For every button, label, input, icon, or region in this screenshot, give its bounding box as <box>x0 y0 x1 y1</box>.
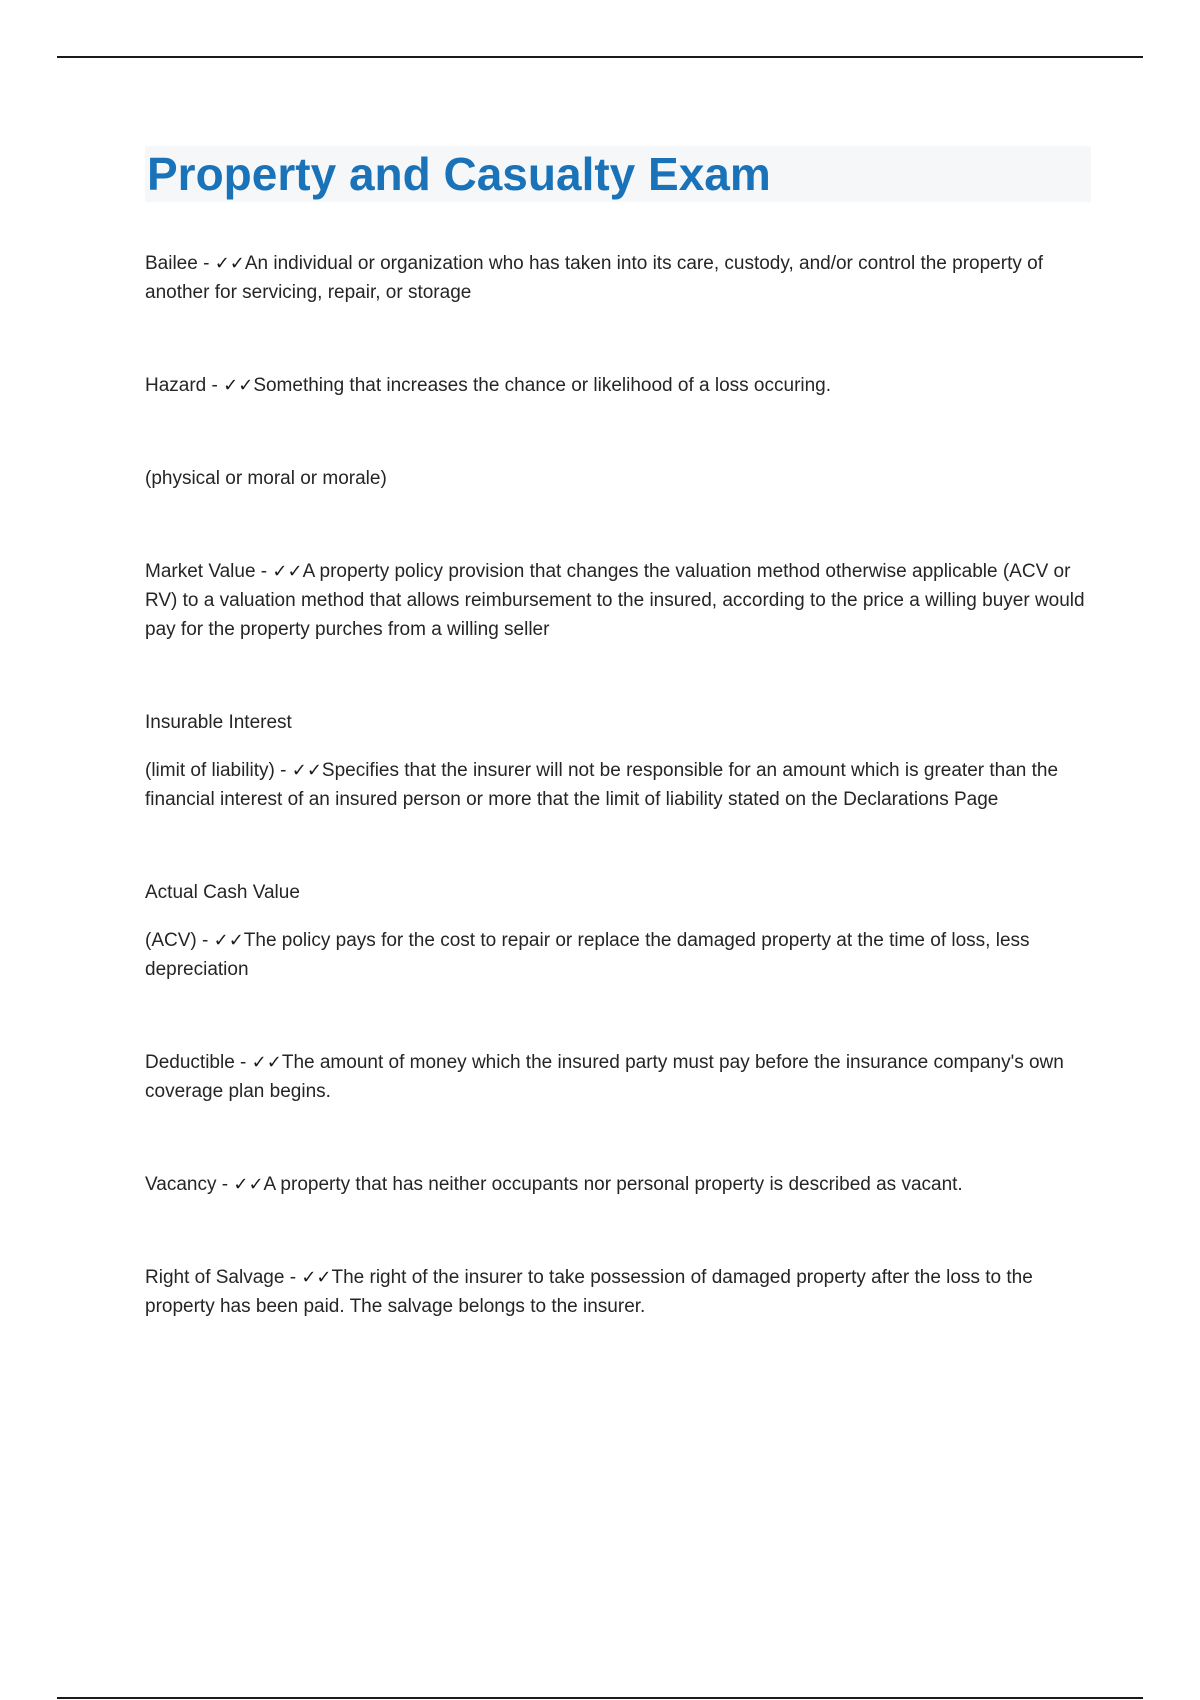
double-check-icon: ✓✓ <box>251 1052 282 1073</box>
entry-term: Right of Salvage - <box>145 1267 302 1288</box>
entry-definition: An individual or organization who has taken into its care, custody, and/or control the property of another for servicing, repair, or storage <box>145 253 1043 303</box>
entry-definition: Something that increases the chance or likelihood of a loss occuring. <box>253 375 832 396</box>
entry-actual-cash-value-heading: Actual Cash Value <box>145 882 300 903</box>
entry-term: Deductible - <box>145 1052 252 1073</box>
entry-market-value <box>145 557 1091 644</box>
double-check-icon: ✓✓ <box>213 930 244 951</box>
double-check-icon: ✓✓ <box>214 253 245 274</box>
double-check-icon: ✓✓ <box>223 375 254 396</box>
document-body <box>145 146 1091 1321</box>
entry-term: (limit of liability) - <box>145 760 292 781</box>
entry-insurable-interest-heading: Insurable Interest <box>145 712 292 733</box>
double-check-icon: ✓✓ <box>301 1267 332 1288</box>
entry-definition: A property policy provision that changes the valuation method otherwise applicable (ACV or RV) to a valuation method that allows reimbursement to the insured, according to the price a willing buyer would pay for the property purches from a willing seller <box>145 561 1085 640</box>
double-check-icon: ✓✓ <box>291 760 322 781</box>
double-check-icon: ✓✓ <box>233 1174 264 1195</box>
entry-hazard-note: (physical or moral or morale) <box>145 468 387 489</box>
entry-deductible <box>145 1048 1091 1106</box>
entry-acv <box>145 926 1091 984</box>
entry-bailee <box>145 249 1091 307</box>
top-rule <box>57 56 1143 58</box>
entry-term: Bailee - <box>145 253 215 274</box>
bottom-rule <box>57 1697 1143 1699</box>
entry-vacancy <box>145 1170 1091 1199</box>
title-banner <box>145 146 1091 202</box>
double-check-icon: ✓✓ <box>272 561 303 582</box>
entry-definition: The right of the insurer to take possession of damaged property after the loss to the property has been paid. The salvage belongs to the insurer. <box>145 1267 1033 1317</box>
entry-definition: A property that has neither occupants nor personal property is described as vacant. <box>263 1174 963 1195</box>
entry-term: Market Value - <box>145 561 273 582</box>
entry-term: (ACV) - <box>145 930 214 951</box>
entry-definition: The amount of money which the insured party must pay before the insurance company's own coverage plan begins. <box>145 1052 1064 1102</box>
entry-term: Hazard - <box>145 375 224 396</box>
entry-definition: Specifies that the insurer will not be responsible for an amount which is greater than the financial interest of an insured person or more that the limit of liability stated on the Declarations Page <box>145 760 1059 810</box>
document-title: Property and Casualty Exam <box>147 148 771 200</box>
entry-term: Vacancy - <box>145 1174 234 1195</box>
entry-right-of-salvage <box>145 1263 1091 1321</box>
entry-definition: The policy pays for the cost to repair or replace the damaged property at the time of loss, less depreciation <box>145 930 1030 980</box>
entry-limit-of-liability <box>145 756 1091 814</box>
entry-hazard <box>145 371 1091 400</box>
